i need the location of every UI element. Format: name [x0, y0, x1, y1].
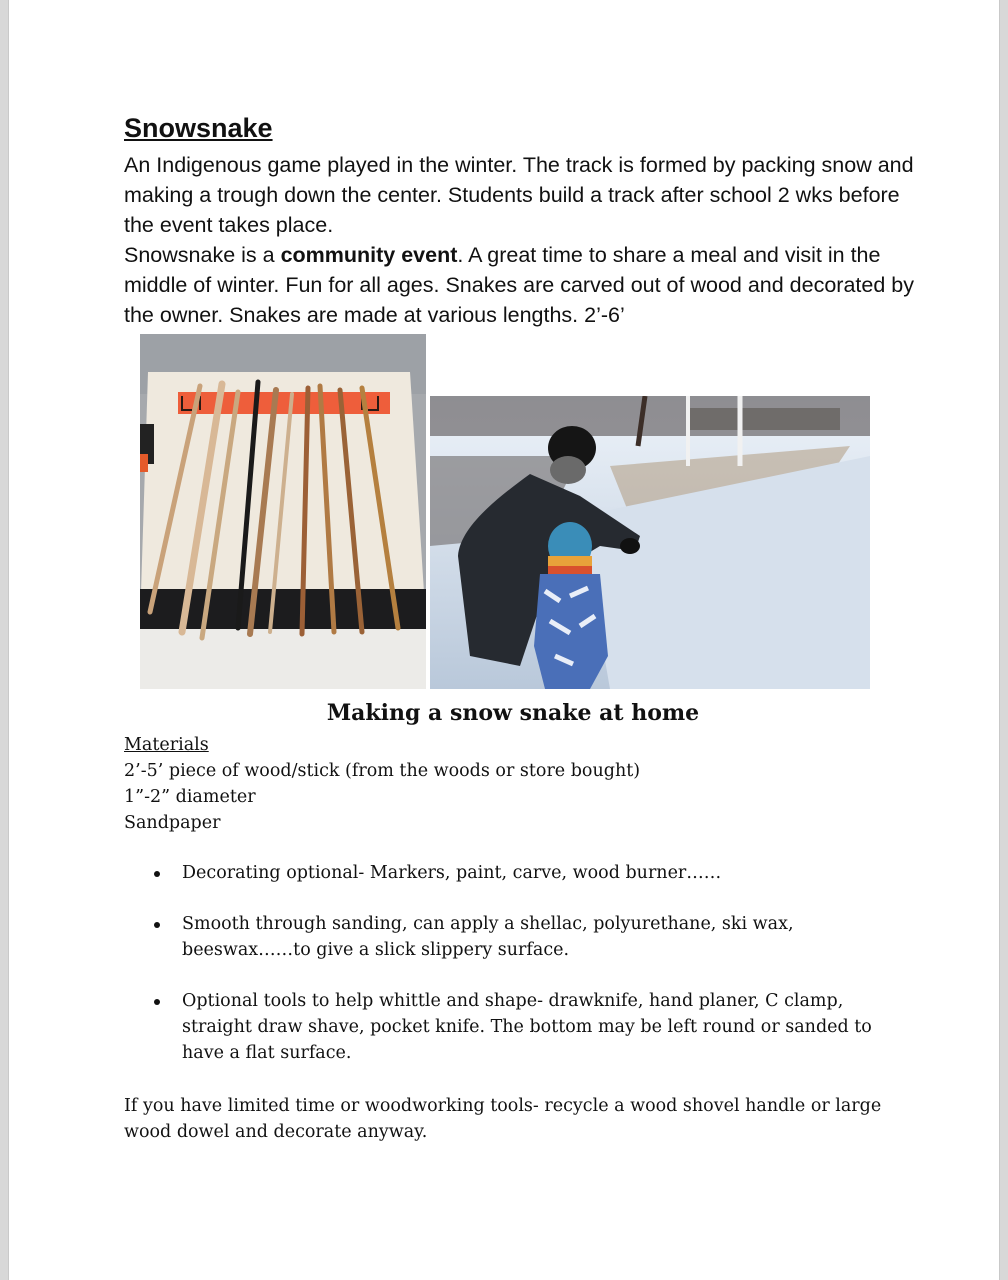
footer-note: If you have limited time or woodworking tools- recycle a wood shovel handle or large wood dowel and decorate anyway. — [124, 1096, 882, 1142]
intro-paragraph-2 — [124, 240, 914, 330]
bullet-icon — [154, 871, 160, 877]
intro-text — [124, 150, 914, 330]
bullet-icon — [154, 999, 160, 1005]
bullet-text: Decorating optional- Markers, paint, carve, wood burner…… — [182, 863, 722, 883]
snow-snakes-on-board-photo — [140, 334, 426, 689]
bullet-text: Optional tools to help whittle and shape- drawknife, hand planer, C clamp, straight draw shave, pocket knife. The bottom may be left round or sanded to have a flat surface. — [182, 991, 872, 1063]
section-heading: Making a snow snake at home — [326, 700, 700, 726]
material-item: 1”-2” diameter — [124, 787, 256, 807]
materials-label: Materials — [124, 735, 209, 755]
bullet-item — [124, 911, 894, 963]
document-page — [8, 0, 1000, 1280]
adult-and-child-snow-track-photo — [430, 396, 870, 689]
instructions-bullet-list — [124, 860, 894, 1091]
intro-paragraph-1: An Indigenous game played in the winter. The track is formed by packing snow and making a trough down the center. Students build a track after school 2 wks before the event takes place. — [124, 153, 914, 237]
bullet-icon — [154, 922, 160, 928]
material-item: Sandpaper — [124, 813, 221, 833]
bullet-item — [124, 860, 894, 886]
bullet-text: Smooth through sanding, can apply a shellac, polyurethane, ski wax, beeswax……to give a slick slippery surface. — [182, 914, 794, 960]
intro-text-before: Snowsnake is a — [124, 243, 281, 267]
material-item: 2’-5’ piece of wood/stick (from the woods or store bought) — [124, 761, 641, 781]
community-event-bold: community event — [280, 243, 458, 267]
bullet-item — [124, 988, 894, 1066]
page-title: Snowsnake — [124, 113, 273, 143]
intro-text-after: . A great time to share a meal and visit in the middle of winter. Fun for all ages. Snakes are carved out of wood and decorated by the owner. Snakes are made at various lengths. 2’-6’ — [124, 243, 914, 327]
materials-list — [124, 732, 904, 836]
